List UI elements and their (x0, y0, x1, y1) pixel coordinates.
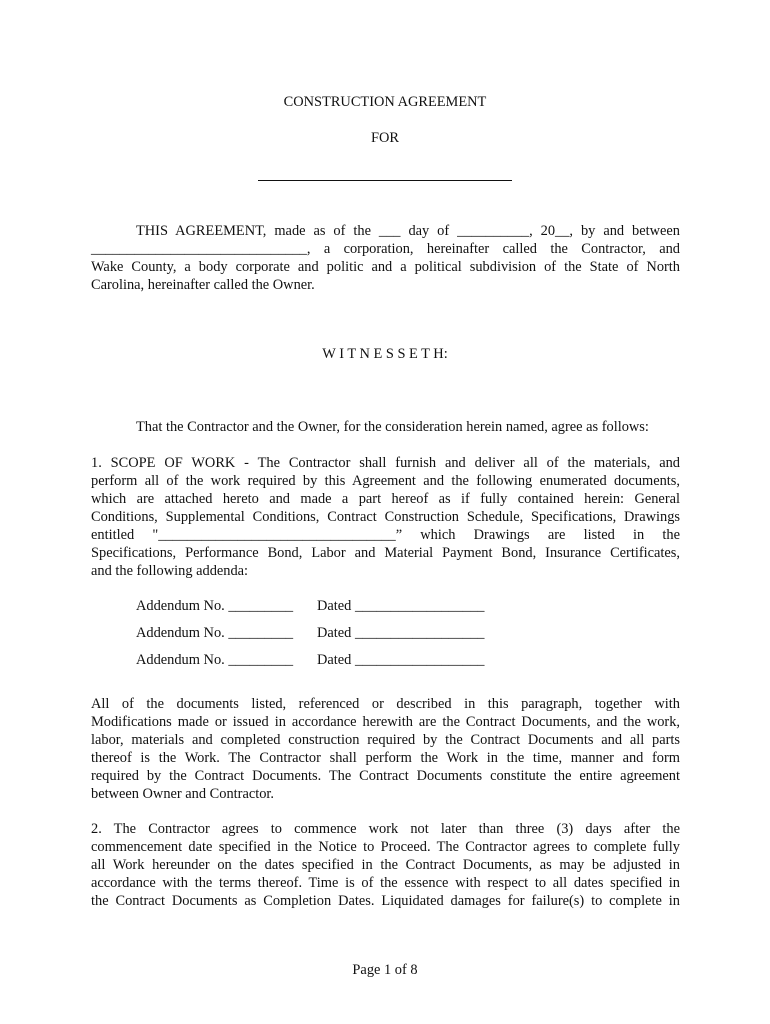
section2-line-5: the Contract Documents as Completion Dates. Liquidated damages for failure(s) to complete in (91, 893, 680, 909)
section-2-paragraph (91, 820, 680, 910)
addendum-dated: Dated __________________ (317, 598, 485, 614)
scope-line-1: 1. SCOPE OF WORK - The Contractor shall furnish and deliver all of the materials, and (91, 455, 680, 471)
addendum-dated: Dated __________________ (317, 652, 485, 668)
section2-line-1: 2. The Contractor agrees to commence work not later than three (3) days after the (91, 821, 680, 837)
contract-documents-paragraph (91, 695, 680, 803)
witnesseth-heading: W I T N E S S E T H: (322, 346, 448, 362)
addenda-list (136, 597, 484, 678)
scope-line-2: perform all of the work required by this Agreement and the following enumerated documents, (91, 473, 680, 489)
intro-paragraph (91, 222, 680, 294)
scope-line-6: Specifications, Performance Bond, Labor and Material Payment Bond, Insurance Certificates, (91, 545, 680, 561)
document-subtitle: FOR (371, 130, 399, 146)
intro-line-1: THIS AGREEMENT, made as of the ___ day of __________, 20__, by and between (136, 223, 680, 239)
addendum-number: Addendum No. _________ (136, 625, 294, 641)
documents-line-4: thereof is the Work. The Contractor shall perform the Work in the time, manner and form (91, 750, 680, 766)
scope-line-4: Conditions, Supplemental Conditions, Contract Construction Schedule, Specifications, Drawings (91, 509, 680, 525)
addendum-number: Addendum No. _________ (136, 652, 294, 668)
intro-line-3: Wake County, a body corporate and politic and a political subdivision of the State of North (91, 259, 680, 275)
documents-line-1: All of the documents listed, referenced or described in this paragraph, together with (91, 696, 680, 712)
scope-line-7: and the following addenda: (91, 563, 249, 579)
addendum-row (136, 624, 484, 651)
addendum-dated: Dated __________________ (317, 625, 485, 641)
section2-line-4: accordance with the terms thereof. Time is of the essence with respect to all dates specified in (91, 875, 680, 891)
document-title: CONSTRUCTION AGREEMENT (283, 94, 487, 110)
documents-line-2: Modifications made or issued in accordance herewith are the Contract Documents, and the work, (91, 714, 680, 730)
intro-line-4: Carolina, hereinafter called the Owner. (91, 277, 315, 293)
agree-paragraph (136, 418, 725, 436)
agree-line: That the Contractor and the Owner, for the consideration herein named, agree as follows: (136, 419, 649, 435)
section2-line-2: commencement date specified in the Notice to Proceed. The Contractor agrees to complete fully (91, 839, 680, 855)
intro-line-2: ______________________________, a corporation, hereinafter called the Contractor, and (91, 241, 680, 257)
project-name-blank-line (258, 180, 512, 181)
documents-line-6: between Owner and Contractor. (91, 786, 275, 802)
documents-line-5: required by the Contract Documents. The Contract Documents constitute the entire agreement (91, 768, 680, 784)
scope-line-3: which are attached hereto and made a part hereof as if fully contained herein: General (91, 491, 680, 507)
addendum-row (136, 651, 484, 678)
addendum-number: Addendum No. _________ (136, 598, 294, 614)
scope-of-work-paragraph (91, 454, 680, 580)
section2-line-3: all Work hereunder on the dates specified in the Contract Documents, as may be adjusted in (91, 857, 680, 873)
addendum-row (136, 597, 484, 624)
scope-line-5: entitled "_________________________________” which Drawings are listed in the (91, 527, 680, 543)
documents-line-3: labor, materials and completed construction required by the Contract Documents and all parts (91, 732, 680, 748)
page-number: Page 1 of 8 (352, 962, 418, 978)
